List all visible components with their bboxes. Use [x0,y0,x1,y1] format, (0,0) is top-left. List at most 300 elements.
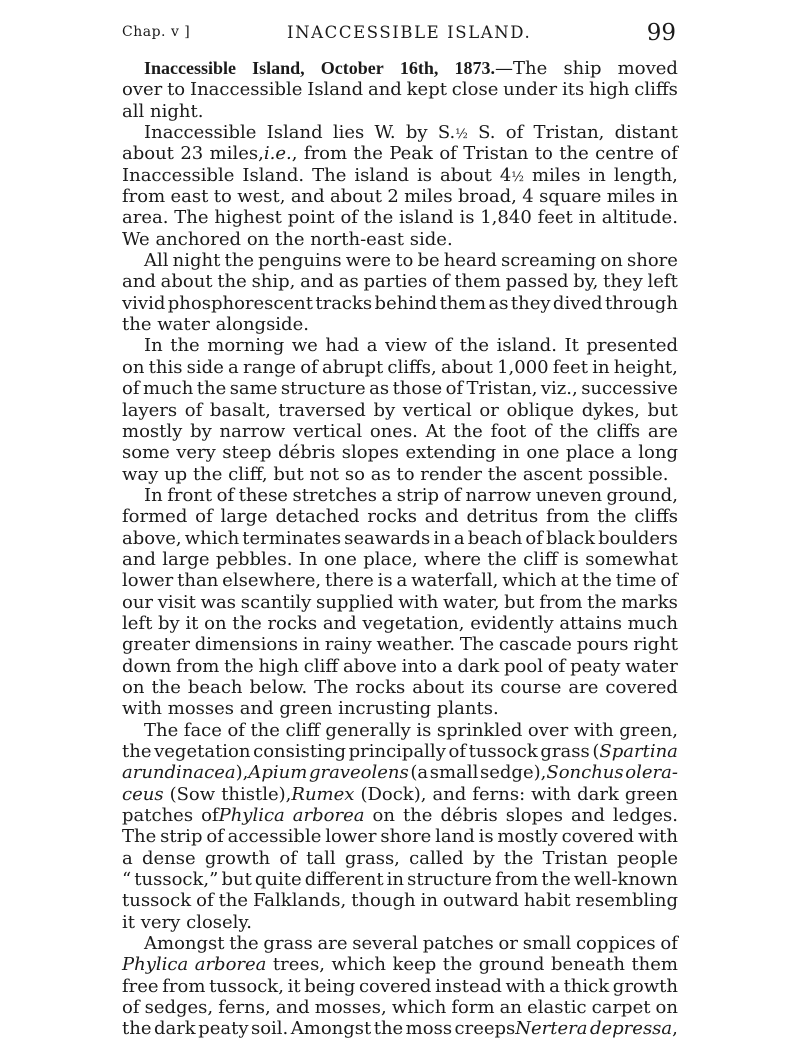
word [122,229,150,250]
word-part: highest [214,207,282,229]
word [176,442,216,463]
word [479,400,498,421]
word-part: by [190,420,212,442]
word [497,826,557,847]
word-part: one [526,442,560,464]
word [472,784,525,805]
word [205,848,270,869]
word [600,250,622,271]
word [423,933,494,954]
word [396,570,407,591]
word [571,805,605,826]
word [393,378,443,399]
word-part: which [184,527,240,549]
word [532,165,580,186]
word [188,677,243,698]
word-part: where [424,548,481,570]
word [597,506,626,527]
word [201,805,285,826]
word-part: about [439,164,492,186]
word [162,549,209,570]
word-part: over [122,79,163,101]
word-part: from [539,591,583,613]
word-part: thick [563,975,610,997]
word [605,293,678,314]
word [214,186,232,207]
word [345,464,365,485]
word [324,549,357,570]
word-part: left [122,612,153,634]
word-part: resembling [575,890,678,912]
word-part: grass [540,741,590,762]
word [158,592,196,613]
word-part: moss [405,1018,453,1040]
word-part: called [409,847,464,869]
word [425,506,459,527]
word-part: feet [537,207,573,229]
word-part: dark [577,783,619,805]
word [122,207,168,228]
word-part: peaty [198,1018,249,1040]
word [373,400,395,421]
text-line [122,400,678,421]
word [500,165,524,186]
word [395,250,413,271]
word [255,869,302,890]
word [346,250,391,271]
word-part: instead [435,975,502,997]
word-part: of [439,143,457,165]
word [487,549,516,570]
word-part: as [338,271,359,293]
word-part: In [144,484,163,506]
word [141,912,181,933]
word [220,421,286,442]
word [195,506,213,527]
word [247,229,269,250]
word [523,549,557,570]
word-part: to [395,250,414,272]
word [574,869,678,890]
word [122,293,165,314]
word [304,656,338,677]
word [618,58,678,79]
word [614,165,678,186]
word-part: parties [363,271,428,293]
word-part: them [454,271,501,293]
text-line [122,58,678,79]
word-part: an [499,997,522,1019]
word-part: and [432,783,467,805]
word [187,357,224,378]
word [460,634,494,655]
word [122,528,182,549]
word [220,506,267,527]
word-part: and [367,79,402,101]
word [432,784,466,805]
word [170,335,199,356]
word-part: The [459,634,495,656]
word-part: mostly [497,826,558,848]
word-part: (Dock), [360,783,427,805]
word [576,933,656,954]
word-part: The [174,207,209,229]
word [300,271,334,292]
word-part: 4 [522,186,534,208]
word-part: structure [407,869,492,891]
word [154,1018,196,1039]
word [501,250,596,271]
word-part: water [157,314,210,336]
word-part: Tristan, [533,122,605,144]
word [356,677,406,698]
word [325,634,372,655]
word-part: was [200,591,237,613]
word [122,101,144,122]
word-part: green, [619,719,678,741]
word-part: arborea [194,954,267,976]
word [480,207,532,228]
word-part: quite [254,869,302,891]
word-part: view [385,335,428,357]
word [480,762,624,783]
word [479,826,494,847]
word-part: to [534,143,553,165]
word [495,869,538,890]
word-part: the [559,143,589,165]
word [420,464,482,485]
word-part: green [279,698,333,720]
word [122,698,162,719]
text-line [122,79,678,100]
word [177,570,218,591]
word [535,143,553,164]
text-line [122,890,678,911]
word [417,250,439,271]
word [312,165,346,186]
word-part: at [560,570,579,592]
word-part: or [479,399,499,421]
word [315,997,387,1018]
word-part: small [429,762,479,784]
word [499,634,572,655]
word-part: rocks [267,612,318,634]
word-part: cliff [285,719,320,741]
word [421,890,438,911]
word [339,271,359,292]
word [590,1018,678,1039]
word-part: in [660,186,678,208]
word-part: Falklands, [253,890,347,912]
text-line [122,506,678,527]
word [154,741,250,762]
word [122,165,234,186]
word [225,250,254,271]
word [151,677,180,698]
word-part: above [342,655,397,677]
word-part: extending [405,442,497,464]
word-part: At [425,420,446,442]
word [276,997,310,1018]
word [251,1018,288,1039]
word-part: it [122,911,135,933]
text-line [122,485,678,506]
word [168,698,234,719]
text-line [122,207,678,228]
word-part: behind [374,292,438,314]
word-part: Peak [389,143,433,165]
word-part: ferns: [472,783,526,805]
word-part: in [502,442,520,464]
word-part: débris [440,805,498,827]
word [292,335,318,356]
word [343,656,397,677]
word [454,271,501,292]
word [592,997,651,1018]
word [241,592,312,613]
word-part: as [370,463,391,485]
word-part: on [600,250,623,272]
word-part: —The [495,58,548,79]
word-part: about [160,271,213,293]
word-part: lower [325,826,377,848]
word-part: green [624,783,678,805]
word [440,165,492,186]
word [523,933,572,954]
text-line [122,250,678,271]
word-part: The [122,826,157,848]
word [279,698,332,719]
word-part: dimensions [194,634,299,656]
word [500,997,522,1018]
word [506,122,524,143]
word [310,229,404,250]
word-part: visit [157,591,196,613]
word [553,293,603,314]
word-part: of [201,805,219,827]
word-part: by [373,399,396,421]
word [167,79,185,100]
word-part: passed [505,271,569,293]
word [325,826,376,847]
word [613,805,678,826]
word-part: consisting [253,741,346,762]
word [430,762,479,783]
word-part: different [304,869,384,891]
text-line [122,848,678,869]
word-part: our [122,591,154,613]
word [506,805,563,826]
word [602,207,678,228]
word-part: mosses [167,698,235,720]
word-part: north-east [310,228,405,250]
word [405,442,496,463]
word-part: but [221,869,252,891]
word-part: cliffs [634,506,678,528]
word-part: of [196,890,214,912]
word [588,165,605,186]
word-part: soil. [250,1018,289,1040]
word [122,634,190,655]
word-part: Inaccessible [189,79,303,101]
word [142,848,196,869]
word-part: ones. [369,420,418,442]
word [122,186,165,207]
word [660,143,678,164]
word [592,741,678,762]
word [325,720,410,741]
word [660,570,678,591]
word [385,335,427,356]
word-part: these [238,484,288,506]
word-part: ground [478,954,545,976]
word [411,570,498,591]
word-part: and [300,271,335,293]
word [467,378,538,399]
word [229,933,258,954]
word [122,271,156,292]
word-part: close [451,79,499,101]
word [648,271,678,292]
word [387,357,436,378]
word-part: Island [266,122,323,144]
word-part: than [177,570,219,592]
word-part: lower [122,570,174,592]
word [217,485,235,506]
word [276,506,360,527]
word-part: strip [396,484,440,506]
word [374,1018,403,1039]
word-part: of [300,356,318,378]
word-part: creeps [454,1018,516,1040]
word-part: In [298,548,318,570]
word-part: not [309,463,340,485]
word-part: depressa [589,1018,673,1040]
word [143,378,193,399]
word-part: distant [614,122,678,144]
word-part: Island [307,79,364,101]
word-part: but [504,591,535,613]
text-line [122,762,678,783]
word-part: narrow [465,484,532,506]
word [406,122,428,143]
word [562,79,584,100]
word-part: the [487,548,517,570]
text-line [122,805,678,826]
word-part: is [416,164,432,186]
word [582,570,611,591]
word [471,677,493,698]
word-part: people [617,847,678,869]
word [291,1018,372,1039]
word-part: pebbles. [215,548,293,570]
word-part: a [396,570,408,592]
word-part: is [478,826,494,848]
word-part: (Sow [169,783,216,805]
word-part: anchored [155,228,242,250]
word-part: face [183,719,222,741]
word [168,293,313,314]
text-line [122,528,678,549]
word-part: Amongst [290,1018,372,1040]
word [278,442,335,463]
word [410,762,428,783]
word-part: 1,840 [480,207,532,229]
word-part: Island, [252,58,305,78]
word-part: keep [392,954,437,976]
word-part: down [122,655,172,677]
word [540,741,589,762]
word [349,741,446,762]
word-part: narrow [219,420,286,442]
word-part: free [122,975,159,997]
word [219,890,248,911]
word [460,335,489,356]
word [531,784,571,805]
word-part: beneath [550,954,625,976]
word-part: same [229,378,278,400]
word-part: ceus [122,783,164,805]
word [230,378,278,399]
word-part: form [451,997,495,1019]
word [500,677,561,698]
word [562,826,635,847]
word [263,933,312,954]
word-part: which [502,570,557,592]
word [638,826,678,847]
word-part: growth [612,975,678,997]
word-part: they [603,271,643,293]
word-part: the [587,591,617,613]
word [367,506,417,527]
word-part: a [381,484,393,506]
word-part: and [571,805,605,827]
word [144,335,163,356]
word-part: generally [325,719,411,741]
word-part: growth [204,847,271,869]
word [375,122,396,143]
text-line [122,229,678,250]
word [576,890,678,911]
word [539,592,582,613]
word-part: the [487,463,518,485]
word-part: elastic [527,997,587,1019]
word-part: is [377,570,393,592]
word [564,335,578,356]
word-part: much [627,612,678,634]
word-part: of [525,527,543,549]
word-part: incrusting [338,698,432,720]
word-part: Tristan [463,143,529,165]
word [243,357,296,378]
word [443,890,519,911]
word-part: débris [278,442,336,464]
word [228,826,322,847]
text-line [122,592,678,613]
word-part: phosphorescent [167,292,313,314]
word-part: ledges. [612,805,678,827]
word [122,912,135,933]
word-part: We [122,228,150,250]
word [158,613,180,634]
word-part: length, [613,164,678,186]
word [437,720,523,741]
word-part: October [320,58,384,78]
word [184,720,222,741]
word-part: are [568,676,599,698]
word-part: Tristan, [466,378,538,400]
word-part: in [588,164,606,186]
